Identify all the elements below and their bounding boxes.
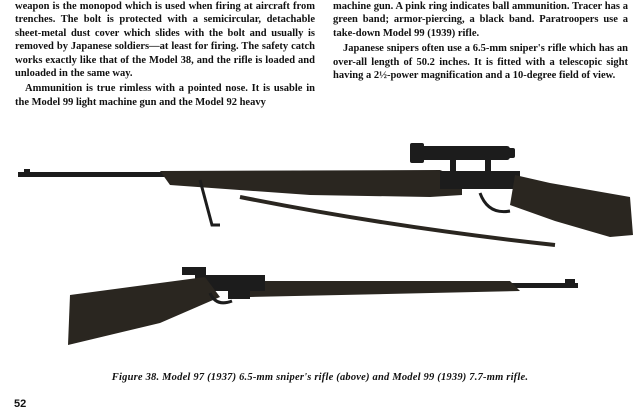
butt-stock — [510, 175, 633, 237]
page-number: 52 — [14, 398, 27, 410]
stock — [160, 170, 462, 197]
figure-38 — [10, 135, 635, 360]
right-text-column — [333, 0, 628, 82]
left-text-column — [15, 0, 315, 109]
telescopic-sight — [415, 146, 510, 160]
figure-caption: Figure 38. Model 97 (1937) 6.5-mm sniper's rifle (above) and Model 99 (1939) 7.7-mm rifle. — [111, 372, 529, 383]
receiver — [440, 171, 520, 189]
paragraph: Japanese snipers often use a 6.5-mm sniper's rifle which has an over-all length of 50.2 inches. It is fitted with a telescopic sight having a 2½-power magnification and a 10-degree field of view. — [333, 43, 628, 82]
butt-stock — [68, 277, 220, 345]
paragraph: weapon is the monopod which is used when firing at aircraft from trenches. The bolt is protected with a semicircular, detachable sheet-metal dust cover which slides with the bolt and usually is removed by Japanese soldiers—at least for firing. The safety catch works exactly like that of the Model 38, and the rifle is loaded and unloaded in the same way. — [15, 1, 315, 80]
sniper-rifle-photo — [18, 143, 633, 245]
model-99-rifle-photo — [68, 267, 578, 345]
stock — [250, 281, 520, 297]
sling — [240, 197, 555, 245]
rifles-photograph — [10, 135, 635, 360]
paragraph: Ammunition is true rimless with a pointed nose. It is usable in the Model 99 light machine gun and the Model 92 heavy — [15, 83, 315, 108]
paragraph: machine gun. A pink ring indicates ball ammunition. Tracer has a green band; armor-piercing, a black band. Paratroopers use a take-down Model 99 (1939) rifle. — [333, 1, 628, 39]
